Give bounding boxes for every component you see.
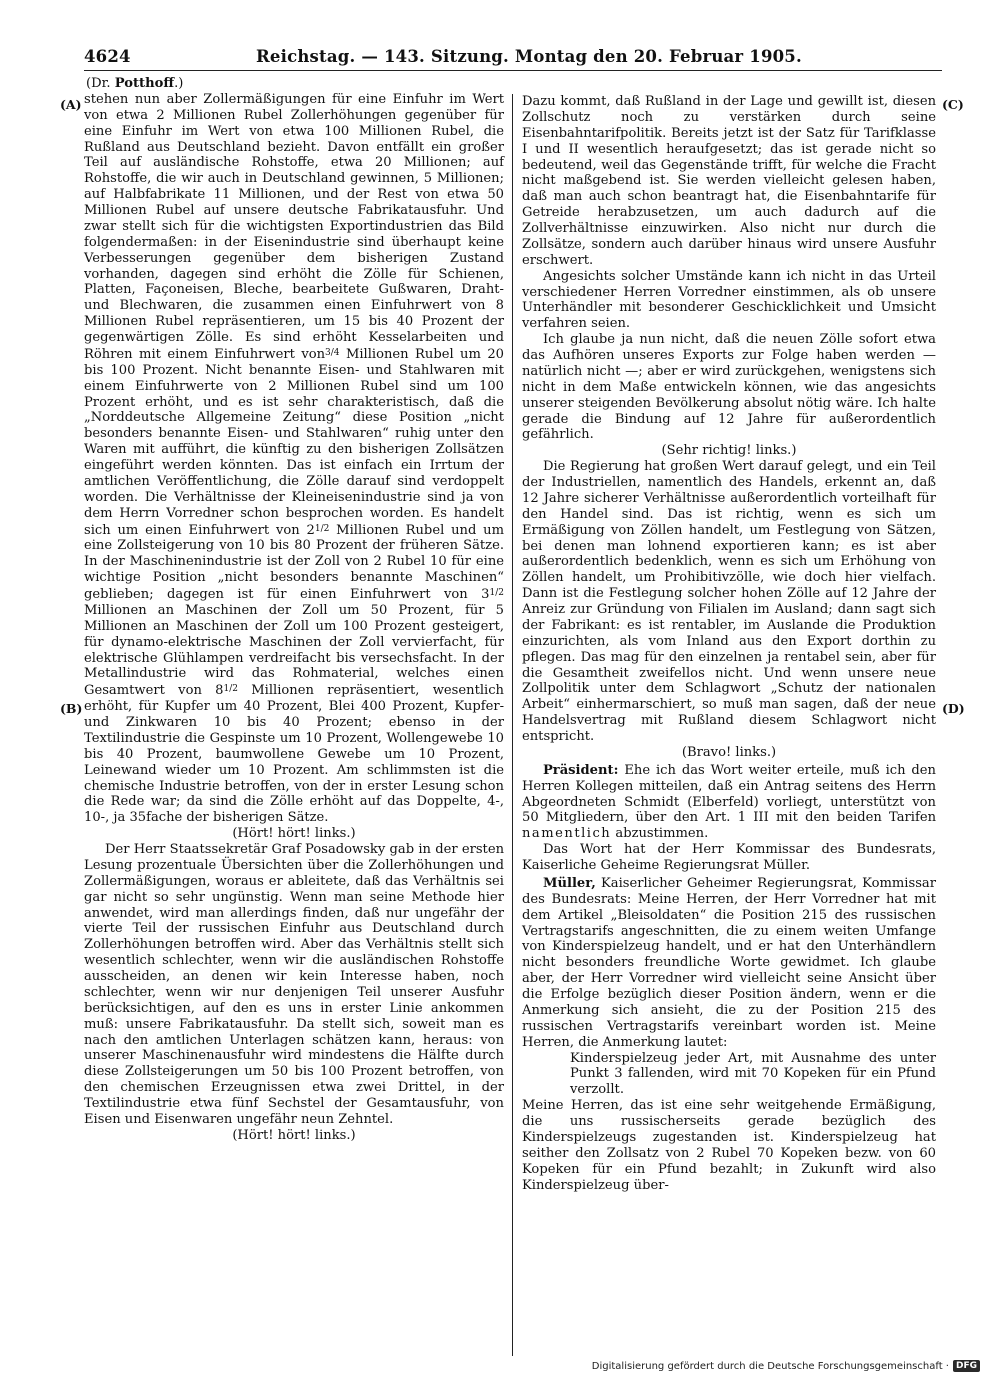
paragraph: Der Herr Staatssekretär Graf Posadowsky gab in der ersten Lesung prozentuale Übersichten über die Zollerhöhungen und Zollermäßigungen, woraus er ableitete, daß das Verhältnis sei gar nicht so sehr ungünstig. Wenn man seine Methode hier anwendet, wird man allerdings finden, daß nur ungefähr der vierte Teil der russischen Einfuhr aus Deutschland durch Zollerhöhungen betroffen wird. Aber das Verhältnis stellt sich wesentlich schlechter, wenn wir die ausländischen Rohstoffe ausscheiden, an denen wir kein Interesse haben, noch schlechter, wenn wir nur denjenigen Teil unserer Ausfuhr berücksichtigen, auf den es uns in erster Linie ankommen muß: unsere Fabrikatausfuhr. Da stellt sich, soweit man es nach den amtlichen Unterlagen schätzen kann, heraus: von unserer Maschinenausfuhr wird mindestens die Hälfte durch diese Zollsteigerungen um 50 bis 100 Prozent betroffen, von den chemischen Erzeugnissen etwa zwei Drittel, in der Textilindustrie etwa fünf Sechstel der Gesamtausfuhr, von Eisen und Eisenwaren ungefähr neun Zehntel.: [84, 842, 504, 1127]
margin-marker-c: (C): [942, 97, 964, 112]
interjection: (Sehr richtig! links.): [661, 443, 797, 459]
fraction: 1/2: [223, 684, 238, 695]
right-column: [522, 94, 936, 1193]
fraction: 1/2: [489, 588, 504, 598]
paragraph: Das Wort hat der Herr Kommissar des Bundesrats, Kaiserliche Geheime Regierungsrat Müller.: [522, 842, 936, 873]
speaker-label: Präsident:: [542, 762, 619, 778]
running-title: Reichstag. — 143. Sitzung. Montag den 20. Februar 1905.: [256, 47, 802, 66]
header-rule: [84, 70, 942, 71]
president-statement: [522, 763, 936, 842]
page-number: 4624: [84, 47, 131, 66]
quoted-note: Kinderspielzeug jeder Art, mit Ausnahme des unter Punkt 3 fallenden, wird mit 70 Kopeken für ein Pfund verzollt.: [570, 1050, 936, 1098]
margin-marker-b: (B): [60, 701, 83, 716]
text-run: Millionen an Maschinen der Zoll um 50 Prozent, für 5 Millionen an Maschinen der Zoll um 100 Prozent gesteigert, für dynamo-elektrische Maschinen der Zoll vervierfacht, für elektrische Glühlampen verdreifacht bis versechsfacht. In der Metallindustrie wird das Rohmaterial, welches einen Gesamtwert von 8: [84, 602, 504, 699]
fraction: 1/2: [314, 523, 330, 534]
mueller-statement: [522, 876, 936, 1051]
fraction: 3/4: [325, 347, 340, 358]
text-run: stehen nun aber Zollermäßigungen für eine Einfuhr im Wert von etwa 2 Millionen Rubel Zollerhöhungen gegenüber für eine Einfuhr im Wert von etwa 100 Millionen Rubel, die Rußland aus Deutschland bezieht. Davon entfällt ein großer Teil auf ausländische Rohstoffe, etwa 20 Millionen; auf Rohstoffe, die wir auch in Deutschland gewinnen, 5 Millionen; auf Halbfabrikate 11 Millionen, und der Rest von etwa 50 Millionen Rubel auf unsere deutsche Fabrikatausfuhr. Und zwar stellt sich für die wichtigsten Exportindustrien das Bild folgendermaßen: in der Eisenindustrie sind überhaupt keine Verbesserungen gegenüber dem bisherigen Zustand vorhanden, dagegen sind erhöht die Zölle für Schienen, Platten, Façoneisen, Bleche, bearbeitete Gußwaren, Draht- und Blechwaren, die zusammen einen Einfuhrwert von 8 Millionen Rubel repräsentieren, um 15 bis 40 Prozent der gegenwärtigen Zölle. Es sind erhöht Kesselarbeiten und Röhren mit einem Einfuhrwert von: [84, 91, 504, 362]
dfg-logo: DFG: [953, 1360, 980, 1372]
column-divider: [512, 94, 513, 1356]
page-header: [84, 45, 940, 71]
speaker-suffix: .): [174, 76, 184, 91]
text-run: abzustimmen.: [611, 826, 709, 842]
text-run: Millionen Rubel um 20 bis 100 Prozent. Nicht benannte Eisen- und Stahlwaren mit einem Einfuhrwerte von 2 Millionen Rubel sind um 100 Prozent erhöht, und es ist sehr charakteristisch, daß die „Norddeutsche Allgemeine Zeitung“ diese Position „nicht besonders benannte Eisen- und Stahlwaren“ ruhig unter den Waren mit aufführt, die künftig zu den bisherigen Zollsätzen eingeführt werden könnten. Das ist einfach ein Irrtum der amtlichen Veröffentlichung, die Zölle darauf sind verdoppelt worden. Die Verhältnisse der Kleineisenindustrie sind ja von dem Herrn Vorredner schon besprochen worden. Es handelt sich um einen Einfuhrwert von 2: [84, 346, 504, 538]
paragraph: Die Regierung hat großen Wert darauf gelegt, und ein Teil der Industriellen, namentlich des Handels, erkennt an, daß 12 Jahre sicherer Verhältnisse außerordentlich vorteilhaft für den Handel sind. Das ist richtig, wenn es sich um Ermäßigung von Zöllen handelt, um Festlegung von Sätzen, bei denen man lohnend exportieren kann; es ist aber außerordentlich bedenklich, wenn es sich um Erhöhung von Zöllen handelt, um Prohibitivzölle, wie doch hier vielfach. Dann ist die Festlegung solcher hohen Zölle auf 12 Jahre der Anreiz zur Gründung von Filialen im Ausland; dann sagt sich der Fabrikant: es ist rentabler, im Auslande die Produktion einzurichten, als vom Inland aus den Export dorthin zu pflegen. Das mag für den einzelnen ja rentabel sein, aber für die Gesamtheit zweifellos nicht. Und wenn unsere neue Zollpolitik unter dem Schlagwort „Schutz der nationalen Arbeit“ einhermarschiert, so muß man sagen, daß der neue Handelsvertrag mit Rußland diesem Schlagwort nicht entspricht.: [522, 459, 936, 744]
margin-marker-d: (D): [942, 701, 965, 716]
speaker-prefix: (Dr.: [86, 76, 115, 91]
interjection: (Bravo! links.): [681, 744, 777, 760]
margin-marker-a: (A): [60, 97, 82, 112]
speaker-name: Potthoff: [114, 76, 175, 91]
left-column: [84, 76, 504, 1144]
interjection: (Hört! hört! links.): [232, 826, 356, 842]
text-run: Millionen repräsentiert, wesentlich erhöht, für Kupfer um 40 Prozent, Blei 400 Prozent, Kupfer- und Zinkwaren 10 bis 40 Prozent; ebenso in der Textilindustrie die Gespinste um 10 Prozent, Wollengewebe 10 bis 40 Prozent, baumwollene Gewebe um 10 Prozent, Leinewand wieder um 10 Prozent. Am schlimmsten ist die chemische Industrie betroffen, von der in erster Lesung schon die Rede war; da sind die Zölle erhöht auf das Doppelte, 4-, 10-, ja 35fache der bisherigen Sätze.: [84, 683, 504, 826]
paragraph: Angesichts solcher Umstände kann ich nicht in das Urteil verschiedener Herren Vorredner einstimmen, als ob unsere Unterhändler mit besonderer Geschicklichkeit und Umsicht verfahren seien.: [522, 268, 936, 332]
paragraph: Meine Herren, das ist eine sehr weitgehende Ermäßigung, die uns russischerseits gerade bezüglich des Kinderspielzeugs zugestanden ist. Kinderspielzeug hat seither den Zollsatz von 2 Rubel 70 Kopeken bezw. von 60 Kopeken für ein Pfund bezahlt; in Zukunft wird also Kinderspielzeug über-: [522, 1098, 936, 1193]
text-run: Ehe ich das Wort weiter erteile, muß ich den Herren Kollegen mitteilen, daß ein Antrag seitens des Herrn Abgeordneten Schmidt (Elberfeld) vorliegt, unterstützt von 50 Mitgliedern, über den Art. 1 III mit den beiden Tarifen: [522, 762, 936, 826]
interjection: (Hört! hört! links.): [232, 1127, 356, 1143]
footer-text: Digitalisierung gefördert durch die Deutsche Forschungsgemeinschaft ·: [591, 1360, 949, 1372]
speaker-label: Müller,: [542, 875, 596, 891]
footer: [592, 1360, 980, 1372]
speaker-tag: [84, 76, 504, 92]
paragraph: Dazu kommt, daß Rußland in der Lage und gewillt ist, diesen Zollschutz noch zu verstärken durch seine Eisenbahntarifpolitik. Bereits jetzt ist der Satz für Tarifklasse I und II wesentlich heraufgesetzt; das ist gerade nicht so bedeutend, weil das Gegenstände trifft, für welche die Fracht nicht maßgebend ist. Sie werden vielleicht gelesen haben, daß man auch schon beantragt hat, die Eisenbahntarife für Getreide herabzusetzen, um auch dadurch auf die Zollverhältnisse einzuwirken. Also nicht nur durch die Zollsätze, sondern auch darüber hinaus wird unsere Ausfuhr erschwert.: [522, 94, 936, 268]
paragraph: [84, 92, 504, 826]
emphasized-word: namentlich: [522, 826, 612, 842]
text-run: Kaiserlicher Geheimer Regierungsrat, Kommissar des Bundesrats: Meine Herren, der Herr Vorredner hat mit dem Artikel „Bleisoldaten“ die Position 215 des russischen Vertragstarifs angeschnitten, die zu einem weiten Umfange von Kinderspielzeug handelt, und er hat den Unterhändlern nicht besonders freundliche Worte gewidmet. Ich glaube aber, der Herr Vorredner wird vielleicht seine Ansicht über die Erfolge bezüglich dieser Position ändern, wenn er die Anmerkung sich ansieht, die zu der Position 215 des russischen Vertragstarifs vereinbart worden ist. Meine Herren, die Anmerkung lautet:: [522, 875, 936, 1050]
paragraph: Ich glaube ja nun nicht, daß die neuen Zölle sofort etwa das Aufhören unseres Exports zur Folge haben werden — natürlich nicht —; aber er wird zurückgehen, wenigstens sich nicht in dem Maße entwickeln können, wie das angesichts unserer steigenden Bevölkerung absolut nötig wäre. Ich halte gerade die Bindung auf 12 Jahre für außerordentlich gefährlich.: [522, 332, 936, 443]
text-run: Millionen Rubel und um eine Zollsteigerung von 10 bis 80 Prozent der früheren Sätze. In der Maschinenindustrie ist der Zoll von 2 Rubel 10 für eine wichtige Position „nicht besonders benannte Maschinen“ geblieben; dagegen ist für einen Einfuhrwert von 3: [84, 522, 504, 602]
